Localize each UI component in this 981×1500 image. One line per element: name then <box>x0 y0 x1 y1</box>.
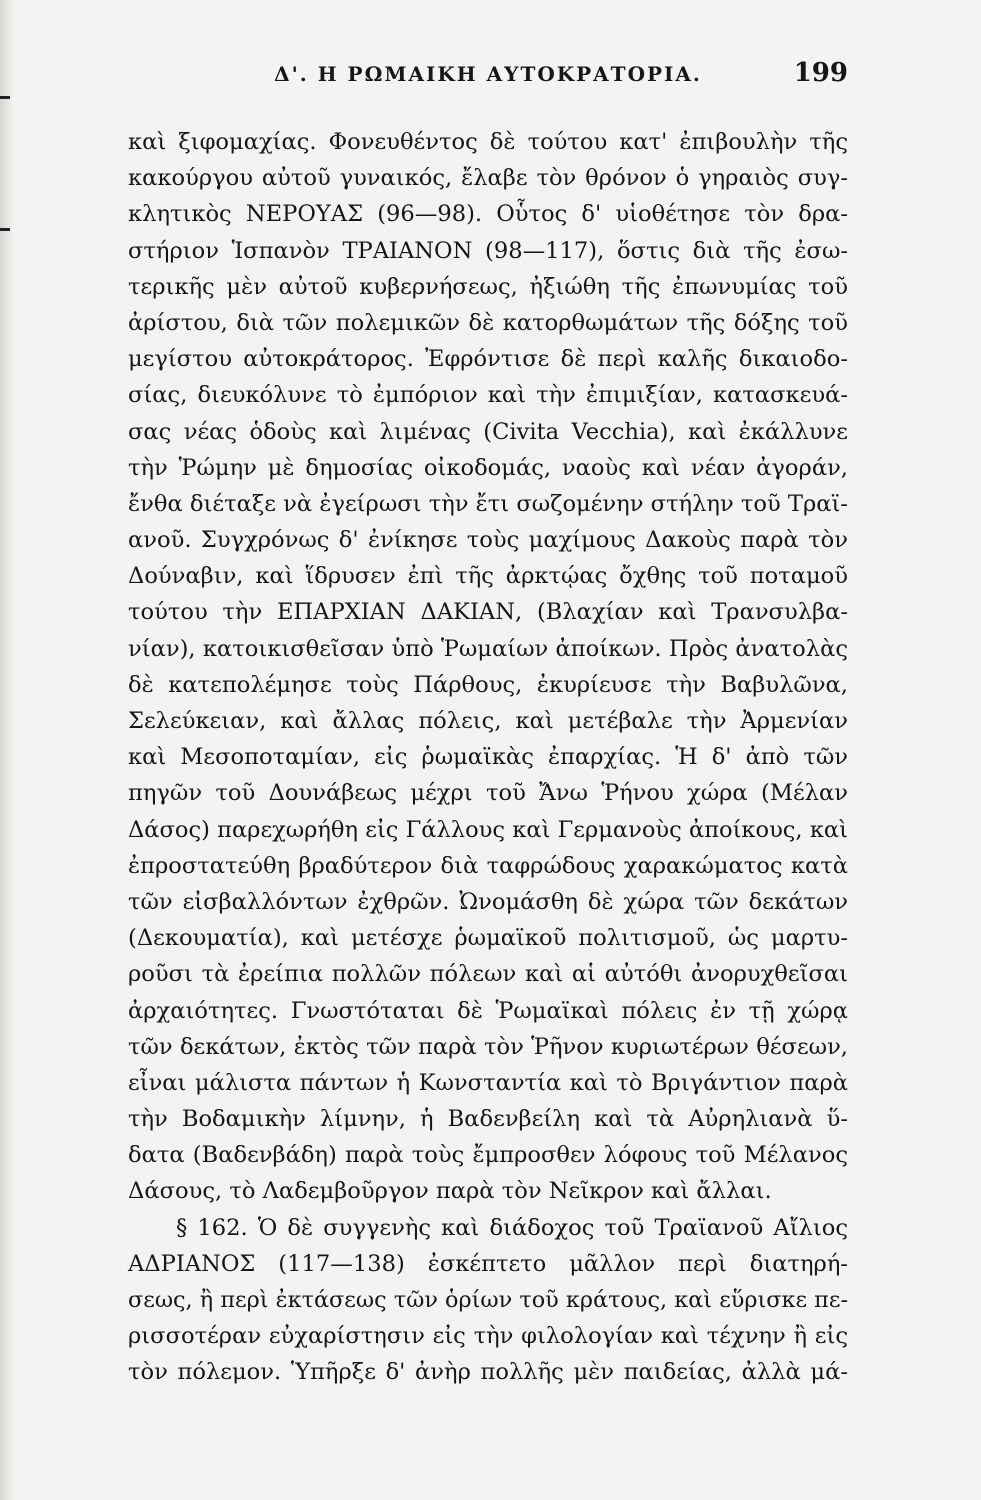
text-line: μεγίστου αὐτοκράτορος. Ἐφρόντισε δὲ περὶ καλῆς δικαιοδο- <box>128 346 848 373</box>
text-line: ανοῦ. Συγχρόνως δ' ἐνίκησε τοὺς μαχίμους Δακοὺς παρὰ τὸν <box>128 527 848 554</box>
text-line: καὶ Μεσοποταμίαν, εἰς ῥωμαϊκὰς ἐπαρχίας. Ἡ δ' ἀπὸ τῶν <box>128 744 848 771</box>
text-line: τερικῆς μὲν αὐτοῦ κυβερνήσεως, ἠξιώθη τῆς ἐπωνυμίας τοῦ <box>128 273 848 300</box>
text-line: Δάσους, τὸ Λαδεμβοῦργον παρὰ τὸν Νεῖκρον καὶ ἄλλαι. <box>128 1178 772 1205</box>
page-number: 199 <box>793 58 848 88</box>
text-line: τῶν δεκάτων, ἐκτὸς τῶν παρὰ τὸν Ῥῆνον κυριωτέρων θέσεων, <box>128 1033 848 1060</box>
text-line: κλητικὸς ΝΕΡΟΥΑΣ (96—98). Οὗτος δ' υἱοθέτησε τὸν δρα- <box>128 201 848 228</box>
text-line: Δάσος) παρεχωρήθη εἰς Γάλλους καὶ Γερμανοὺς ἀποίκους, καὶ <box>128 816 848 843</box>
text-line: κακούργου αὐτοῦ γυναικός, ἔλαβε τὸν θρόνον ὁ γηραιὸς συγ- <box>128 165 848 192</box>
text-line: τὴν Βοδαμικὴν λίμνην, ἡ Βαδενβείλη καὶ τὰ Αὐρηλιανὰ ὕ- <box>128 1106 848 1133</box>
text-line: δὲ κατεπολέμησε τοὺς Πάρθους, ἐκυρίευσε τὴν Βαβυλῶνα, <box>128 671 848 698</box>
text-line: Δούναβιν, καὶ ἵδρυσεν ἐπὶ τῆς ἀρκτῴας ὄχθης τοῦ ποταμοῦ <box>128 563 848 590</box>
text-line: σίας, διευκόλυνε τὸ ἐμπόριον καὶ τὴν ἐπιμιξίαν, κατασκευά- <box>128 382 848 409</box>
text-line: τῶν εἰσβαλλόντων ἐχθρῶν. Ὠνομάσθη δὲ χώρα τῶν δεκάτων <box>128 888 848 915</box>
running-head <box>128 58 848 102</box>
binding-mark <box>0 228 10 231</box>
scan-edge <box>0 0 14 1500</box>
chapter-title: Δ'. Η ΡΩΜΑΙΚΗ ΑΥΤΟΚΡΑΤΟΡΙΑ. <box>274 62 702 86</box>
text-line: δατα (Βαδενβάδη) παρὰ τοὺς ἔμπροσθεν λόφους τοῦ Μέλανος <box>128 1142 848 1169</box>
text-line: νίαν), κατοικισθεῖσαν ὑπὸ Ῥωμαίων ἀποίκων. Πρὸς ἀνατολὰς <box>128 635 848 662</box>
text-line: ἔνθα διέταξε νὰ ἐγείρωσι τὴν ἔτι σωζομένην στήλην τοῦ Τραϊ- <box>128 490 848 517</box>
text-line: (Δεκουματία), καὶ μετέσχε ῥωμαϊκοῦ πολιτισμοῦ, ὡς μαρτυ- <box>128 925 848 952</box>
book-page <box>128 58 848 1391</box>
text-line: πηγῶν τοῦ Δουνάβεως μέχρι τοῦ Ἄνω Ῥήνου χώρα (Μέλαν <box>128 780 848 807</box>
text-line: Σελεύκειαν, καὶ ἄλλας πόλεις, καὶ μετέβαλε τὴν Ἀρμενίαν <box>128 708 848 734</box>
text-line: στήριον Ἱσπανὸν ΤΡΑΙΑΝΟΝ (98—117), ὅστις διὰ τῆς ἐσω- <box>128 237 848 264</box>
text-line: τὸν πόλεμον. Ὑπῆρξε δ' ἀνὴρ πολλῆς μὲν παιδείας, ἀλλὰ μά- <box>128 1359 848 1386</box>
text-line: ροῦσι τὰ ἐρείπια πολλῶν πόλεων καὶ αἱ αὐτόθι ἀνορυχθεῖσαι <box>128 961 848 988</box>
text-line: τούτου τὴν ΕΠΑΡΧΙΑΝ ΔΑΚΙΑΝ, (Βλαχίαν καὶ Τρανσυλβα- <box>128 599 848 626</box>
text-line: ἀρίστου, διὰ τῶν πολεμικῶν δὲ κατορθωμάτων τῆς δόξης τοῦ <box>128 309 848 336</box>
section-heading-line: § 162. Ὁ δὲ συγγενὴς καὶ διάδοχος τοῦ Τραϊανοῦ Αἴλιος <box>176 1214 848 1241</box>
body-text <box>128 124 848 1391</box>
text-line: σεως, ἢ περὶ ἐκτάσεως τῶν ὁρίων τοῦ κράτους, καὶ εὕρισκε πε- <box>128 1287 848 1313</box>
text-line: ΑΔΡΙΑΝΟΣ (117—138) ἐσκέπτετο μᾶλλον περὶ διατηρή- <box>128 1250 848 1277</box>
text-line: τὴν Ῥώμην μὲ δημοσίας οἰκοδομάς, ναοὺς καὶ νέαν ἀγοράν, <box>128 454 848 481</box>
binding-mark <box>0 96 10 99</box>
text-line: ἐπροστατεύθη βραδύτερον διὰ ταφρώδους χαρακώματος κατὰ <box>128 852 848 879</box>
text-line: καὶ ξιφομαχίας. Φονευθέντος δὲ τούτου κατ' ἐπιβουλὴν τῆς <box>128 129 848 155</box>
text-line: ἀρχαιότητες. Γνωστόταται δὲ Ῥωμαϊκαὶ πόλεις ἐν τῇ χώρᾳ <box>128 997 848 1024</box>
text-line: σας νέας ὁδοὺς καὶ λιμένας (Civita Vecchia), καὶ ἐκάλλυνε <box>128 418 848 445</box>
text-line: ρισσοτέραν εὐχαρίστησιν εἰς τὴν φιλολογίαν καὶ τέχνην ἢ εἰς <box>128 1323 848 1350</box>
text-line: εἶναι μάλιστα πάντων ἡ Κωνσταντία καὶ τὸ Βριγάντιον παρὰ <box>128 1069 848 1096</box>
